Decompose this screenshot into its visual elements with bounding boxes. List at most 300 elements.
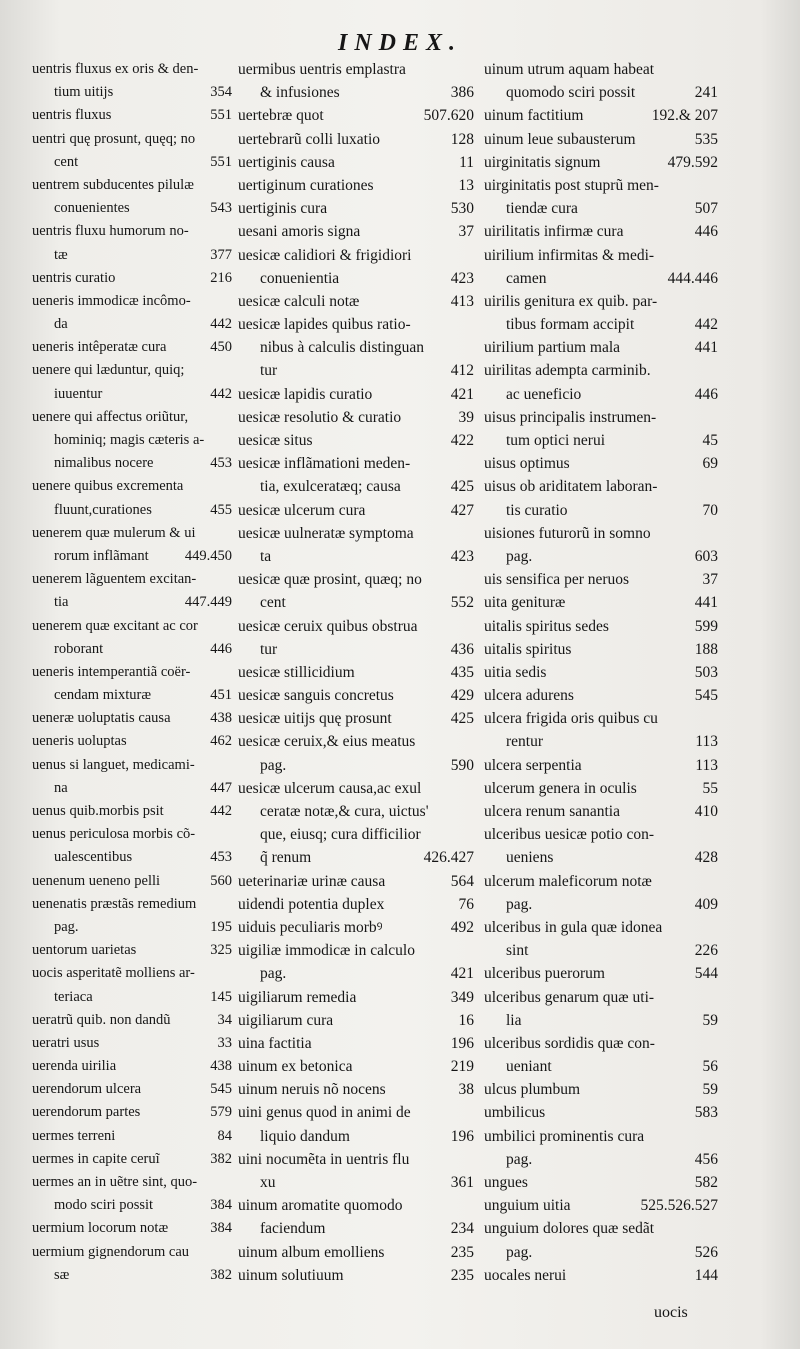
page-reference: 442 — [210, 803, 232, 819]
index-term: uirilitas adempta carminib. — [484, 362, 651, 380]
page-reference: 446 — [694, 385, 718, 403]
page-reference: 425 — [450, 478, 474, 496]
index-entry — [238, 870, 474, 893]
page-reference: 423 — [450, 269, 474, 287]
index-term: sint — [506, 942, 529, 960]
page-reference: 69 — [702, 455, 718, 473]
page-reference: 234 — [450, 1220, 474, 1238]
page-reference: 70 — [702, 501, 718, 519]
page-reference: 447 — [210, 779, 232, 796]
index-term: hominiq; magis cæteris a- — [54, 432, 205, 448]
index-entry — [238, 661, 474, 684]
index-term: que, eiusq; cura difficilior — [260, 826, 421, 844]
index-term: uesicæ quæ prosint, quæq; no — [238, 571, 422, 589]
index-entry — [238, 1009, 474, 1032]
index-entry — [32, 986, 232, 1009]
index-term: uigiliarum cura — [238, 1011, 334, 1029]
index-entry — [484, 522, 718, 545]
index-term: uesicæ ceruix quibus obstrua — [238, 617, 418, 635]
index-entry — [238, 1241, 474, 1264]
page-reference: 552 — [450, 594, 474, 612]
page-reference: 76 — [458, 895, 474, 913]
index-term: xu — [260, 1174, 276, 1191]
index-term: uesicæ ulcerum causa,ac exul — [238, 779, 422, 797]
index-term: pag. — [506, 1150, 533, 1168]
page-reference: 503 — [694, 663, 718, 681]
index-entry — [238, 1032, 474, 1055]
index-entry — [238, 336, 474, 359]
index-entry — [484, 151, 718, 174]
index-entry — [238, 267, 474, 290]
index-entry — [32, 1241, 232, 1264]
page-reference: 583 — [694, 1104, 718, 1122]
page-reference: 560 — [210, 872, 232, 889]
index-term: umbilici prominentis cura — [484, 1127, 645, 1145]
index-column-3 — [484, 58, 718, 1287]
page-reference: 551 — [210, 153, 232, 170]
index-term: uentris curatio — [32, 269, 116, 286]
index-term: uis sensifica per neruos — [484, 571, 630, 589]
index-term: cent — [54, 153, 79, 170]
index-term: tur — [260, 362, 278, 380]
page-reference: 446 — [694, 223, 718, 241]
index-term: uertiginis causa — [238, 153, 335, 171]
index-entry — [238, 406, 474, 429]
index-entry — [32, 1217, 232, 1240]
index-entry — [238, 58, 474, 81]
index-term: ac ueneficio — [506, 385, 582, 403]
index-entry — [484, 81, 718, 104]
index-entry — [484, 684, 718, 707]
index-entry — [32, 962, 232, 985]
page-reference: 128 — [450, 130, 474, 148]
page-reference: 226 — [694, 942, 718, 960]
index-term: uinum leue subausterum — [484, 130, 636, 148]
index-entry — [32, 1009, 232, 1032]
page-reference: 216 — [210, 269, 232, 286]
index-entry — [238, 499, 474, 522]
index-term: ceratæ notæ,& cura, uictus' — [260, 803, 429, 820]
index-term: ulcus plumbum — [484, 1081, 581, 1099]
index-term: tibus formam accipit — [506, 316, 635, 334]
index-term: nibus à calculis distinguan — [260, 339, 425, 357]
page-reference: 543 — [210, 200, 232, 217]
index-entry — [32, 290, 232, 313]
index-entry — [484, 290, 718, 313]
index-term: pag. — [506, 895, 533, 913]
index-entry — [484, 336, 718, 359]
index-entry — [32, 846, 232, 869]
page-reference: 441 — [694, 594, 718, 612]
index-entry — [484, 823, 718, 846]
index-term: uentrem subducentes pilulæ — [32, 176, 194, 193]
index-entry — [238, 615, 474, 638]
index-entry — [32, 1055, 232, 1078]
page-reference: 235 — [450, 1266, 474, 1284]
index-term: teriaca — [54, 988, 93, 1005]
index-entry — [484, 1241, 718, 1264]
index-entry — [238, 1217, 474, 1240]
index-entry — [32, 81, 232, 104]
index-term: uenus periculosa morbis cõ- — [32, 826, 196, 843]
index-entry — [238, 174, 474, 197]
index-term: uirilis genitura ex quib. par- — [484, 292, 658, 310]
index-term: uentris fluxus ex oris & den- — [32, 61, 199, 77]
page-reference: 544 — [694, 965, 718, 983]
index-term: ueniens — [506, 849, 554, 867]
index-term: uesicæ calculi notæ — [238, 292, 360, 310]
index-term: ueneris intêperatæ cura — [32, 339, 167, 356]
index-term: pag. — [260, 965, 287, 983]
index-entry — [238, 800, 474, 823]
index-entry — [484, 870, 718, 893]
index-entry — [238, 986, 474, 1009]
index-term: uitalis spiritus sedes — [484, 617, 609, 635]
index-entry — [32, 313, 232, 336]
index-term: conuenientes — [54, 200, 130, 217]
index-entry — [32, 522, 232, 545]
index-entry — [484, 986, 718, 1009]
page-reference: 442 — [210, 316, 232, 333]
index-entry — [32, 568, 232, 591]
index-entry — [484, 1217, 718, 1240]
index-entry — [484, 661, 718, 684]
index-entry — [484, 128, 718, 151]
index-entry — [238, 104, 474, 127]
index-term: uesicæ inflãmationi meden- — [238, 455, 411, 473]
index-entry — [32, 1125, 232, 1148]
index-entry — [32, 823, 232, 846]
index-entry — [32, 406, 232, 429]
index-entry — [32, 591, 232, 614]
index-term: uenerem lãguentem excitan- — [32, 571, 197, 588]
index-term: uirginitatis signum — [484, 153, 601, 171]
index-term: uenerem quæ mulerum & ui — [32, 524, 196, 541]
page-reference: 37 — [702, 571, 718, 589]
page-reference: 13 — [458, 176, 474, 194]
index-entry — [484, 939, 718, 962]
page-reference: 425 — [450, 710, 474, 728]
index-term: roborant — [54, 640, 104, 657]
index-entry — [32, 893, 232, 916]
page-reference: 442 — [210, 385, 232, 402]
index-term: rentur — [506, 733, 544, 751]
index-term: uesicæ ulcerum cura — [238, 501, 366, 519]
index-entry — [238, 1101, 474, 1124]
page-reference: 45 — [702, 432, 718, 449]
index-term: uertiginum curationes — [238, 176, 374, 194]
index-entry — [238, 359, 474, 382]
index-entry — [238, 81, 474, 104]
page-reference: 413 — [450, 292, 474, 310]
index-term: uenus si languet, medicami- — [32, 756, 195, 773]
index-entry — [484, 545, 718, 568]
index-term: uerendorum ulcera — [32, 1081, 142, 1098]
index-entry — [484, 1171, 718, 1194]
index-entry — [238, 730, 474, 753]
index-term: uisus principalis instrumen- — [484, 408, 657, 426]
page-reference: 33 — [217, 1034, 232, 1051]
index-entry — [32, 684, 232, 707]
index-term: tur — [260, 640, 278, 658]
page-reference: 462 — [210, 733, 232, 750]
index-term: uinum utrum aquam habeat — [484, 61, 655, 78]
page-reference: 235 — [450, 1243, 474, 1261]
page-reference: 421 — [450, 965, 474, 983]
page-reference: 11 — [459, 153, 474, 171]
index-entry — [484, 916, 718, 939]
index-entry — [484, 58, 718, 81]
page-reference: 56 — [702, 1058, 718, 1076]
page-reference: 449.450 — [184, 547, 232, 564]
page-reference: 384 — [210, 1220, 232, 1237]
index-term: iuuentur — [54, 385, 103, 402]
index-term: lia — [506, 1011, 522, 1029]
page-reference: 219 — [450, 1058, 474, 1076]
index-term: uermes terreni — [32, 1127, 116, 1144]
index-entry — [484, 846, 718, 869]
index-entry — [238, 707, 474, 730]
index-term: pag. — [260, 756, 287, 774]
index-entry — [32, 452, 232, 475]
index-entry — [32, 58, 232, 81]
index-term: uinum album emolliens — [238, 1243, 385, 1261]
page-reference: 196 — [450, 1034, 474, 1052]
page-reference: 113 — [695, 756, 718, 774]
index-term: uentorum uarietas — [32, 942, 137, 959]
page-title: INDEX. — [337, 30, 463, 56]
index-entry — [32, 359, 232, 382]
index-entry — [32, 244, 232, 267]
index-term: cent — [260, 594, 286, 612]
index-entry — [32, 1032, 232, 1055]
index-term: uenenum ueneno pelli — [32, 872, 161, 889]
index-term: uigiliarum remedia — [238, 988, 357, 1006]
index-term: uinum solutiuum — [238, 1266, 344, 1284]
page-reference: 564 — [450, 872, 474, 890]
page-reference: 59 — [702, 1081, 718, 1099]
page-reference: 195 — [210, 918, 232, 935]
index-entry — [32, 383, 232, 406]
page-reference: 442 — [694, 316, 718, 334]
index-term: quomodo sciri possit — [506, 84, 636, 102]
index-term: uita genituræ — [484, 594, 566, 612]
index-term: ulcera renum sanantia — [484, 803, 620, 820]
index-term: nimalibus nocere — [54, 455, 154, 472]
index-entry — [484, 1125, 718, 1148]
page-reference: 84 — [217, 1127, 232, 1144]
page-reference: 39 — [458, 408, 474, 426]
index-term: uenere qui læduntur, quiq; — [32, 362, 185, 379]
page-reference: 545 — [210, 1081, 232, 1098]
index-term: tum optici nerui — [506, 432, 606, 449]
page-reference: 113 — [695, 733, 718, 751]
index-entry — [484, 754, 718, 777]
index-term: ulcera frigida oris quibus cu — [484, 710, 658, 728]
page-reference: 412 — [450, 362, 474, 380]
index-entry — [238, 197, 474, 220]
page-reference: 525.526.527 — [640, 1197, 718, 1215]
index-entry — [484, 800, 718, 823]
index-entry — [484, 1101, 718, 1124]
index-term: uermes an in uẽtre sint, quo- — [32, 1174, 198, 1190]
page-reference: 590 — [450, 756, 474, 774]
page-reference: 349 — [450, 988, 474, 1006]
index-term: uinum aromatite quomodo — [238, 1197, 403, 1215]
index-term: da — [54, 316, 68, 333]
index-entry — [238, 962, 474, 985]
index-entry — [32, 870, 232, 893]
page-reference: 526 — [694, 1243, 718, 1261]
index-entry — [484, 730, 718, 753]
page-reference: 545 — [694, 687, 718, 705]
index-entry — [484, 406, 718, 429]
index-entry — [484, 220, 718, 243]
index-term: camen — [506, 269, 547, 287]
index-entry — [32, 151, 232, 174]
page-reference: 423 — [450, 547, 474, 565]
index-term: tis curatio — [506, 501, 568, 519]
page-reference: 421 — [450, 385, 474, 403]
index-entry — [238, 452, 474, 475]
index-term: tium uitijs — [54, 84, 114, 101]
index-entry — [484, 1148, 718, 1171]
page-reference: 382 — [210, 1150, 232, 1167]
page-reference: 453 — [210, 455, 232, 472]
index-entry — [484, 1194, 718, 1217]
index-entry — [32, 939, 232, 962]
index-term: ulceribus uesicæ potio con- — [484, 826, 655, 844]
index-term: uentri quę prosunt, quęq; no — [32, 130, 196, 147]
index-entry — [238, 1194, 474, 1217]
page-reference: 507.620 — [423, 107, 474, 125]
index-entry — [238, 777, 474, 800]
index-entry — [32, 220, 232, 243]
index-term: uesicæ stillicidium — [238, 663, 355, 681]
index-entry — [32, 1194, 232, 1217]
index-term: ulcera adurens — [484, 687, 574, 705]
index-term: uenus quib.morbis psit — [32, 803, 164, 819]
index-column-1 — [32, 58, 232, 1287]
page-reference: 16 — [458, 1011, 474, 1029]
index-entry — [484, 429, 718, 452]
page-reference: 535 — [694, 130, 718, 148]
page-reference: 447.449 — [184, 594, 232, 611]
index-term: uertiginis cura — [238, 200, 328, 218]
index-term: uermium locorum notæ — [32, 1220, 169, 1237]
index-entry — [484, 174, 718, 197]
index-entry — [484, 267, 718, 290]
page-reference: 410 — [694, 803, 718, 820]
page-reference: 582 — [694, 1174, 718, 1191]
index-entry — [32, 545, 232, 568]
index-entry — [238, 568, 474, 591]
index-term: tæ — [54, 246, 68, 263]
index-term: uesani amoris signa — [238, 223, 361, 241]
index-term: uesicæ uulneratæ symptoma — [238, 524, 414, 542]
index-entry — [238, 1078, 474, 1101]
page-reference: 422 — [450, 432, 474, 449]
index-term: uerenda uirilia — [32, 1058, 117, 1075]
page-reference: 579 — [210, 1104, 232, 1121]
index-entry — [32, 1078, 232, 1101]
index-entry — [32, 475, 232, 498]
page-reference: 451 — [210, 687, 232, 704]
index-term: q̃ renum — [260, 849, 312, 867]
index-term: ualescentibus — [54, 849, 133, 866]
index-term: & infusiones — [260, 84, 340, 102]
index-term: uirilium infirmitas & medi- — [484, 246, 655, 264]
page-reference: 435 — [450, 663, 474, 681]
index-entry — [238, 522, 474, 545]
index-entry — [32, 754, 232, 777]
index-entry — [32, 916, 232, 939]
index-entry — [32, 1171, 232, 1194]
page-reference: 444.446 — [667, 269, 718, 287]
page-reference: 384 — [210, 1197, 232, 1214]
page-reference: 354 — [210, 84, 232, 101]
index-term: ueniant — [506, 1058, 552, 1076]
index-entry — [238, 846, 474, 869]
index-term: ueneris immodicæ incômo- — [32, 292, 191, 309]
index-term: ueratri usus — [32, 1034, 100, 1051]
page-reference: 34 — [217, 1011, 232, 1028]
index-term: ueterinariæ urinæ causa — [238, 872, 386, 890]
index-entry — [32, 661, 232, 684]
index-entry — [32, 730, 232, 753]
page-reference: 507 — [694, 200, 718, 218]
index-entry — [484, 475, 718, 498]
index-term: conuenientia — [260, 269, 340, 287]
page-reference: 441 — [694, 339, 718, 357]
index-entry — [238, 244, 474, 267]
index-term: uina factitia — [238, 1034, 312, 1052]
index-entry — [32, 197, 232, 220]
index-entry — [238, 429, 474, 452]
index-term: uisiones futurorũ in somno — [484, 524, 651, 542]
index-term: uesicæ resolutio & curatio — [238, 408, 402, 426]
index-term: liquio dandum — [260, 1127, 350, 1145]
page-reference: 428 — [694, 849, 718, 867]
index-term: uertebræ quot — [238, 107, 324, 125]
index-entry — [32, 174, 232, 197]
page-reference: 455 — [210, 501, 232, 518]
page-reference: 145 — [210, 988, 232, 1005]
index-term: ueneris intemperantiã coër- — [32, 663, 191, 680]
index-entry — [32, 777, 232, 800]
index-term: uocis asperitatẽ molliens ar- — [32, 965, 195, 982]
index-term: ulceribus sordidis quæ con- — [484, 1034, 655, 1052]
index-entry — [32, 615, 232, 638]
page-reference: 377 — [210, 246, 232, 263]
index-entry — [32, 499, 232, 522]
index-term: uitalis spiritus — [484, 640, 572, 658]
index-entry — [484, 615, 718, 638]
index-entry — [238, 1171, 474, 1194]
page-reference: 325 — [210, 942, 232, 959]
index-term: uesicæ lapidis curatio — [238, 385, 373, 403]
page-reference: 479.592 — [667, 153, 718, 171]
index-entry — [484, 568, 718, 591]
index-entry — [484, 452, 718, 475]
index-term: ungues — [484, 1174, 528, 1191]
index-term: ueratrũ quib. non dandũ — [32, 1011, 171, 1028]
index-term: uesicæ lapides quibus ratio- — [238, 316, 411, 334]
index-term: rorum inflãmant — [54, 547, 149, 564]
index-term: uenenatis præstãs remedium — [32, 895, 197, 912]
catchword: uocis — [654, 1304, 688, 1321]
index-term: uenerem quæ excitant ac cor — [32, 617, 198, 634]
